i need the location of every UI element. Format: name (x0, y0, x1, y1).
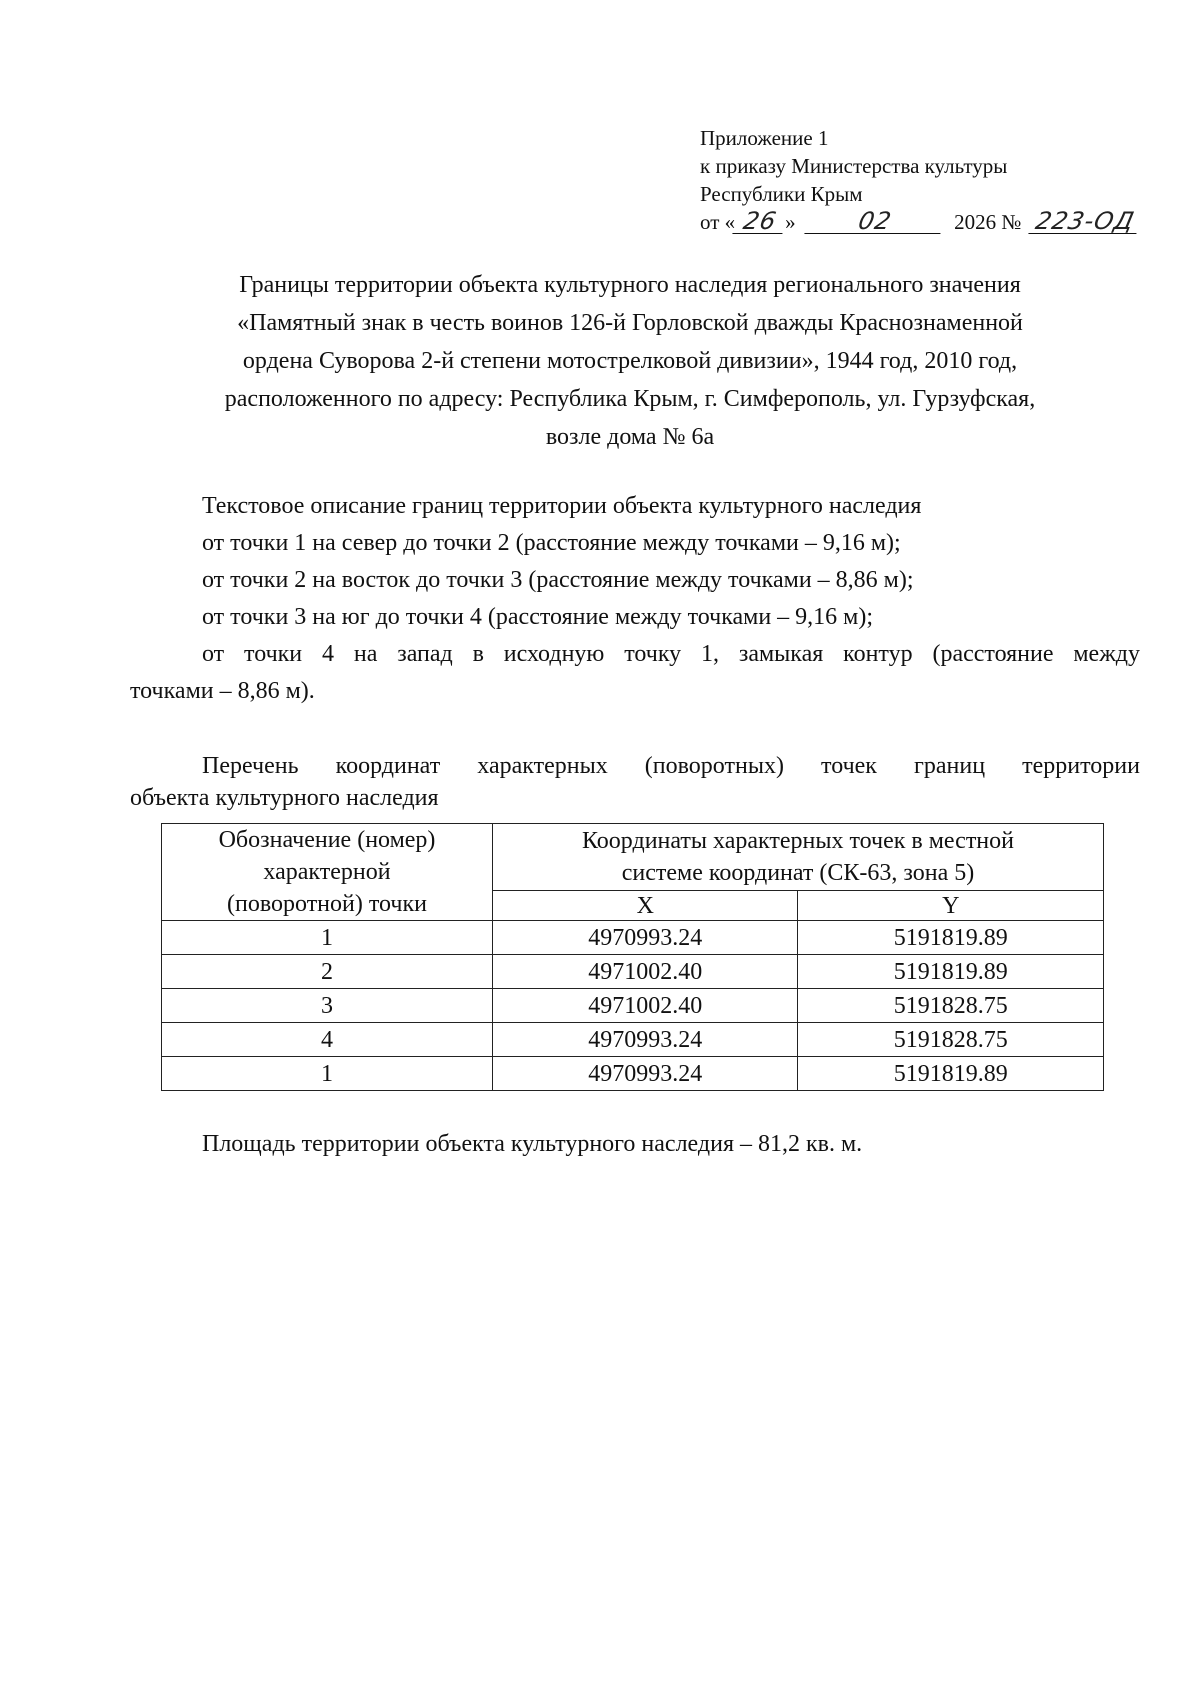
title-line-2: «Памятный знак в честь воинов 126-й Горловской дважды Краснознаменной (237, 310, 1023, 336)
handwritten-day: 26 (732, 209, 787, 234)
title-line-4: расположенного по адресу: Республика Крым, г. Симферополь, ул. Гурзуфская, (224, 386, 1036, 412)
x-cell: 4970993.24 (493, 1023, 798, 1057)
handwritten-month: 02 (804, 209, 945, 234)
x-cell: 4971002.40 (493, 955, 798, 989)
table-row (162, 1023, 1104, 1057)
list-intro-line-2: объекта культурного наследия (130, 785, 439, 811)
description-item-4-line-2: точками – 8,86 м). (130, 678, 315, 704)
y-cell: 5191819.89 (798, 1057, 1104, 1091)
x-column-header: X (493, 891, 798, 921)
description-heading: Текстовое описание границ территории объекта культурного наследия (202, 493, 922, 519)
appendix-date-line (700, 208, 1139, 236)
x-cell: 4970993.24 (493, 921, 798, 955)
appendix-republic: Республики Крым (700, 182, 863, 206)
coordinates-list-intro (130, 750, 1140, 814)
y-cell: 5191819.89 (798, 955, 1104, 989)
document-title (130, 266, 1130, 456)
handwritten-order-number: 223-ОД (1028, 209, 1141, 234)
table-row (162, 921, 1104, 955)
point-cell: 2 (162, 955, 493, 989)
date-year: 2026 № (954, 210, 1022, 234)
appendix-block (700, 124, 1139, 236)
y-cell: 5191819.89 (798, 921, 1104, 955)
area-statement: Площадь территории объекта культурного наследия – 81,2 кв. м. (202, 1131, 863, 1157)
y-cell: 5191828.75 (798, 1023, 1104, 1057)
boundary-description (130, 488, 1140, 710)
coordinates-table (161, 823, 1104, 1091)
coordinates-header: Координаты характерных точек в местной системе координат (СК-63, зона 5) (493, 824, 1104, 891)
x-cell: 4971002.40 (493, 989, 798, 1023)
point-cell: 4 (162, 1023, 493, 1057)
description-item-2: от точки 2 на восток до точки 3 (расстояние между точками – 8,86 м); (202, 567, 914, 593)
appendix-title: Приложение 1 (700, 126, 829, 150)
title-line-3: ордена Суворова 2-й степени мотострелковой дивизии», 1944 год, 2010 год, (242, 348, 1018, 374)
list-intro-line-1: Перечень координат характерных (поворотных) точек границ территории (202, 753, 1140, 779)
table-row (162, 1057, 1104, 1091)
table-row (162, 955, 1104, 989)
point-cell: 3 (162, 989, 493, 1023)
title-line-1: Границы территории объекта культурного наследия регионального значения (239, 272, 1021, 298)
point-cell: 1 (162, 1057, 493, 1091)
description-item-1: от точки 1 на север до точки 2 (расстояние между точками – 9,16 м); (202, 530, 901, 556)
table-row (162, 989, 1104, 1023)
date-mid: » (785, 210, 796, 234)
appendix-order-ref: к приказу Министерства культуры (700, 154, 1008, 178)
description-item-4-line-1: от точки 4 на запад в исходную точку 1, замыкая контур (расстояние между (202, 641, 1140, 667)
y-cell: 5191828.75 (798, 989, 1104, 1023)
point-cell: 1 (162, 921, 493, 955)
date-prefix: от « (700, 210, 736, 234)
x-cell: 4970993.24 (493, 1057, 798, 1091)
y-column-header: Y (798, 891, 1104, 921)
point-column-header: Обозначение (номер) характерной (поворотной) точки (162, 824, 493, 921)
description-item-3: от точки 3 на юг до точки 4 (расстояние между точками – 9,16 м); (202, 604, 874, 630)
title-line-5: возле дома № 6а (545, 424, 715, 450)
